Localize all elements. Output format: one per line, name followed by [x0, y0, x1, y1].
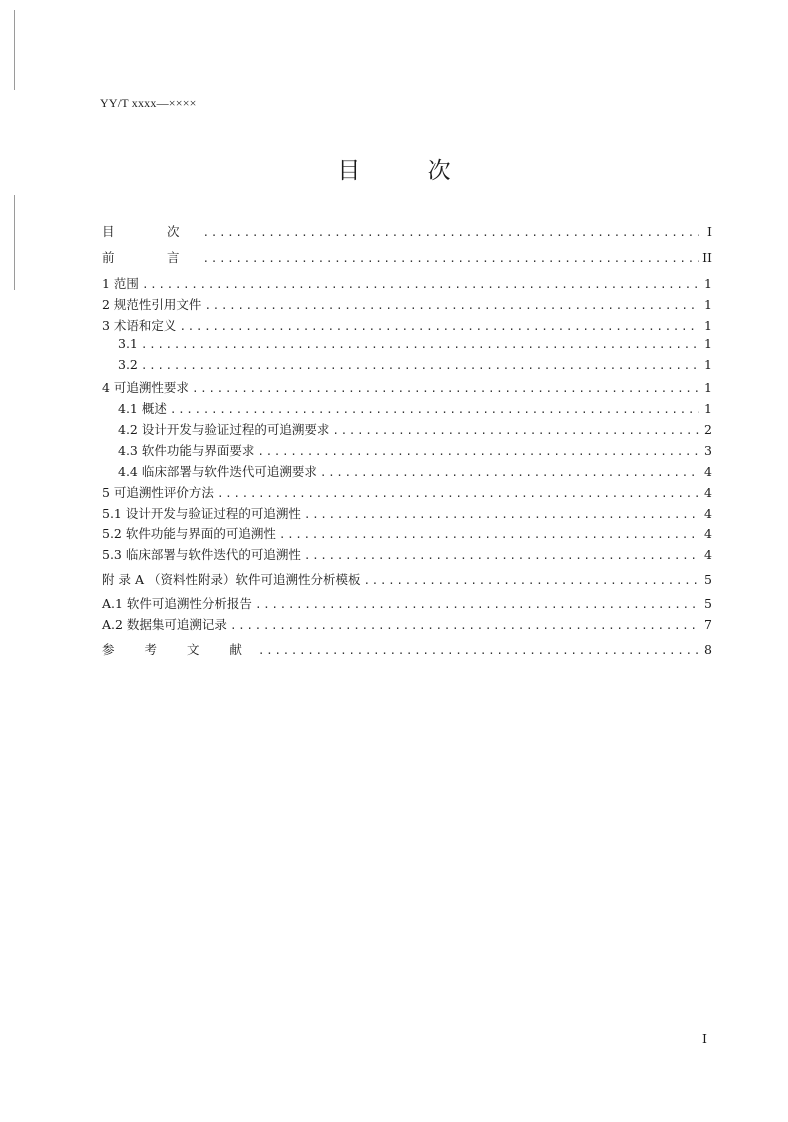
- toc-entry[interactable]: [102, 615, 712, 633]
- toc-entry-page: 4: [704, 526, 712, 541]
- toc-entry-page: 1: [704, 276, 712, 291]
- toc-entry-label: 前 言: [102, 250, 200, 265]
- toc-entry-page: 1: [704, 297, 712, 312]
- toc-entry[interactable]: [102, 248, 712, 266]
- toc-leader-dots: [203, 252, 699, 265]
- toc-entry-label: 1 范围: [102, 276, 139, 291]
- toc-entry-label: 5.1 设计开发与验证过程的可追溯性: [102, 506, 301, 521]
- standard-code: YY/T xxxx—××××: [100, 96, 197, 110]
- toc-leader-dots: [363, 574, 699, 587]
- toc-leader-dots: [170, 403, 699, 416]
- toc-entry-page: 4: [704, 464, 712, 479]
- toc-entry-label: 3.1: [118, 336, 138, 351]
- toc-entry-page: I: [707, 224, 712, 239]
- toc-entry-label: A.2 数据集可追溯记录: [102, 617, 227, 632]
- toc-leader-dots: [141, 359, 699, 372]
- toc-entry[interactable]: [102, 545, 712, 563]
- toc-entry[interactable]: [102, 274, 712, 292]
- toc-leader-dots: [230, 619, 699, 632]
- toc-entry-label: 5 可追溯性评价方法: [102, 485, 214, 500]
- toc-leader-dots: [257, 445, 699, 458]
- toc-entry-page: 4: [704, 485, 712, 500]
- toc-entry[interactable]: [102, 524, 712, 542]
- toc-entry-page: 3: [704, 443, 712, 458]
- toc-entry-label: 目 次: [102, 224, 200, 239]
- toc-leader-dots: [179, 320, 699, 333]
- toc-entry[interactable]: [102, 336, 712, 351]
- toc-entry[interactable]: [102, 378, 712, 396]
- toc-leader-dots: [304, 508, 699, 521]
- toc-entry-page: 1: [704, 401, 712, 416]
- toc-entry-page: 4: [704, 506, 712, 521]
- toc-leader-dots: [304, 549, 699, 562]
- toc-entry[interactable]: [102, 441, 712, 459]
- scan-edge-line: [14, 10, 15, 90]
- toc-entry-label: 2 规范性引用文件: [102, 297, 202, 312]
- toc-entry[interactable]: [102, 570, 712, 588]
- toc-entry-page: 1: [704, 318, 712, 333]
- toc-entry-label: 3 术语和定义: [102, 318, 177, 333]
- toc-entry[interactable]: [102, 504, 712, 522]
- toc-entry-label: 4 可追溯性要求: [102, 380, 189, 395]
- toc-entry-label: 4.3 软件功能与界面要求: [118, 443, 255, 458]
- toc-entry-page: 2: [704, 422, 712, 437]
- toc-entry[interactable]: [102, 420, 712, 438]
- toc-entry-page: 5: [704, 596, 712, 611]
- toc-entry-page: 5: [704, 572, 712, 587]
- toc-entry-page: 7: [704, 617, 712, 632]
- toc-entry[interactable]: [102, 483, 712, 501]
- toc-entry[interactable]: [102, 462, 712, 480]
- toc-leader-dots: [192, 382, 699, 395]
- toc-entry[interactable]: [102, 357, 712, 372]
- toc-leader-dots: [142, 278, 699, 291]
- toc-leader-dots: [141, 338, 699, 351]
- toc-entry-label: 参 考 文 献: [102, 642, 255, 657]
- toc-entry-label: 5.3 临床部署与软件迭代的可追溯性: [102, 547, 301, 562]
- toc-entry-label: 5.2 软件功能与界面的可追溯性: [102, 526, 276, 541]
- toc-entry-page: 1: [704, 357, 712, 372]
- page-title: 目 次: [337, 158, 481, 184]
- toc-entry-page: II: [702, 250, 712, 265]
- toc-entry-page: 4: [704, 547, 712, 562]
- toc-leader-dots: [332, 424, 699, 437]
- toc-entry[interactable]: [102, 295, 712, 313]
- toc-entry[interactable]: [102, 399, 712, 417]
- toc-leader-dots: [258, 644, 699, 657]
- toc-leader-dots: [204, 299, 699, 312]
- toc-entry-page: 1: [704, 380, 712, 395]
- page-number: I: [702, 1031, 707, 1046]
- toc-entry[interactable]: [102, 316, 712, 334]
- toc-entry-page: 8: [704, 642, 712, 657]
- toc-entry-label: A.1 软件可追溯性分析报告: [102, 596, 252, 611]
- toc-leader-dots: [203, 226, 699, 239]
- toc-entry-label: 4.4 临床部署与软件迭代可追溯要求: [118, 464, 317, 479]
- toc-entry-label: 3.2: [118, 357, 138, 372]
- toc-entry-label: 附 录 A （资料性附录）软件可追溯性分析模板: [102, 572, 361, 587]
- toc-leader-dots: [279, 528, 699, 541]
- toc-leader-dots: [217, 487, 699, 500]
- toc-entry-label: 4.1 概述: [118, 401, 167, 416]
- toc-entry-label: 4.2 设计开发与验证过程的可追溯要求: [118, 422, 330, 437]
- toc-entry[interactable]: [102, 640, 712, 658]
- scan-edge-line: [14, 195, 15, 290]
- toc-entry[interactable]: [102, 222, 712, 240]
- toc-entry[interactable]: [102, 594, 712, 612]
- toc-leader-dots: [320, 466, 699, 479]
- toc-entry-page: 1: [704, 336, 712, 351]
- toc-leader-dots: [255, 598, 699, 611]
